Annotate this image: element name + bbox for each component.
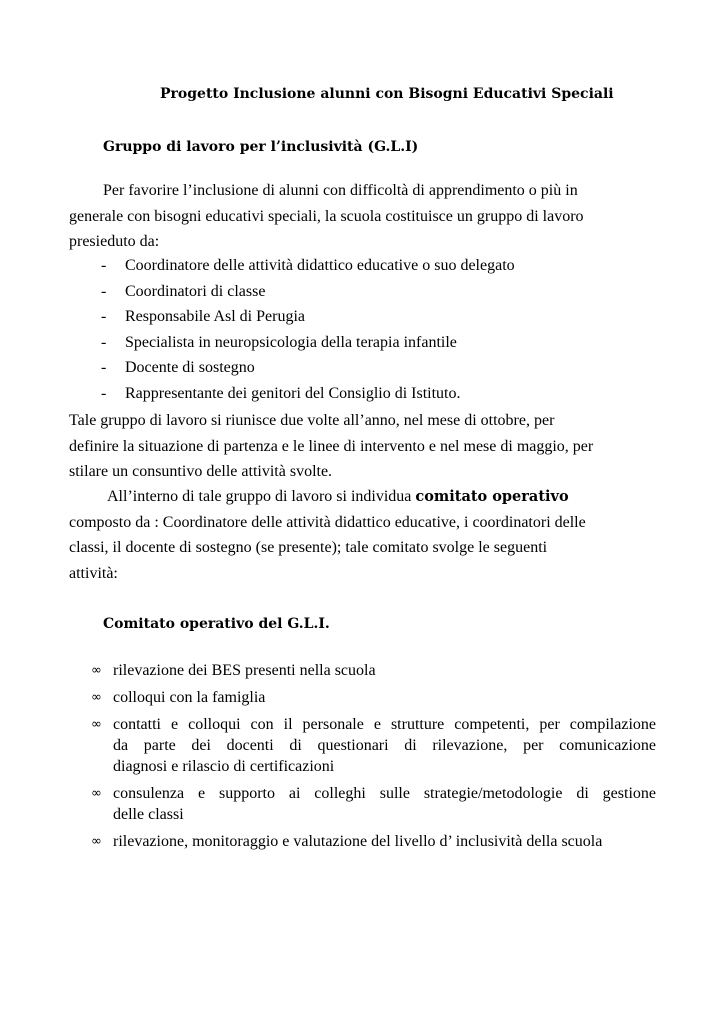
- committee-line: attività:: [69, 564, 118, 582]
- dash-marker: -: [101, 384, 107, 402]
- member-item: [101, 253, 515, 279]
- meeting-paragraph: [69, 408, 659, 485]
- activity-item: [91, 783, 656, 825]
- member-label: Rappresentante dei genitori del Consiglio di Istituto.: [125, 384, 461, 402]
- committee-line: [69, 484, 659, 510]
- committee-bold-term: comitato operativo: [415, 488, 569, 505]
- committee-line: composto da : Coordinatore delle attività didattico educative, i coordinatori delle: [69, 513, 586, 531]
- activity-line: rilevazione dei BES presenti nella scuola: [113, 662, 376, 679]
- intro-line: Per favorire l’inclusione di alunni con difficoltà di apprendimento o più in: [103, 182, 578, 199]
- activity-line: colloqui con la famiglia: [113, 689, 266, 706]
- activity-line: delle classi: [113, 806, 184, 823]
- member-item: [101, 381, 515, 407]
- activities-list: [91, 660, 656, 858]
- activity-item: [91, 687, 656, 708]
- meeting-line: Tale gruppo di lavoro si riunisce due volte all’anno, nel mese di ottobre, per: [69, 412, 555, 429]
- infinity-bullet-icon: ∞: [91, 834, 102, 849]
- meeting-line: definire la situazione di partenza e le linee di intervento e nel mese di maggio, per: [69, 437, 594, 455]
- member-label: Responsabile Asl di Perugia: [125, 308, 305, 326]
- activity-line: rilevazione, monitoraggio e valutazione del livello d’ inclusività della scuola: [113, 833, 603, 850]
- members-list: [101, 253, 515, 407]
- member-item: [101, 355, 515, 381]
- member-label: Docente di sostegno: [125, 359, 255, 377]
- member-label: Coordinatore delle attività didattico educative o suo delegato: [125, 257, 515, 274]
- committee-line: classi, il docente di sostegno (se presente); tale comitato svolge le seguenti: [69, 539, 548, 557]
- activity-item: [91, 660, 656, 681]
- activity-line: da parte dei docenti di questionari di rilevazione, per comunicazione: [113, 737, 656, 754]
- infinity-bullet-icon: ∞: [91, 690, 102, 705]
- activity-line: contatti e colloqui con il personale e strutture competenti, per compilazione: [113, 716, 656, 733]
- document-title: Progetto Inclusione alunni con Bisogni Educativi Speciali: [160, 86, 614, 102]
- section-heading-gli: Gruppo di lavoro per l’inclusività (G.L.I): [103, 139, 419, 155]
- activity-item: [91, 714, 656, 777]
- member-item: [101, 304, 515, 330]
- activity-line: consulenza e supporto ai colleghi sulle strategie/metodologie di gestione: [113, 785, 656, 802]
- committee-prefix: All’interno di tale gruppo di lavoro si individua: [107, 488, 416, 505]
- dash-marker: -: [101, 308, 107, 326]
- dash-marker: -: [101, 257, 107, 274]
- infinity-bullet-icon: ∞: [91, 786, 102, 801]
- dash-marker: -: [101, 282, 107, 300]
- dash-marker: -: [101, 333, 107, 351]
- infinity-bullet-icon: ∞: [91, 663, 102, 678]
- dash-marker: -: [101, 359, 107, 377]
- activity-item: [91, 831, 656, 852]
- meeting-line: stilare un consuntivo delle attività svolte.: [69, 463, 333, 481]
- activity-line: diagnosi e rilascio di certificazioni: [113, 758, 335, 775]
- committee-paragraph: [69, 484, 659, 586]
- member-item: [101, 330, 515, 356]
- member-item: [101, 279, 515, 305]
- member-label: Coordinatori di classe: [125, 282, 266, 300]
- member-label: Specialista in neuropsicologia della terapia infantile: [125, 333, 457, 351]
- infinity-bullet-icon: ∞: [91, 717, 102, 732]
- intro-paragraph: [69, 178, 659, 255]
- intro-line: generale con bisogni educativi speciali, la scuola costituisce un gruppo di lavoro: [69, 207, 584, 225]
- intro-line: presieduto da:: [69, 233, 160, 251]
- section-heading-comitato: Comitato operativo del G.L.I.: [103, 616, 330, 632]
